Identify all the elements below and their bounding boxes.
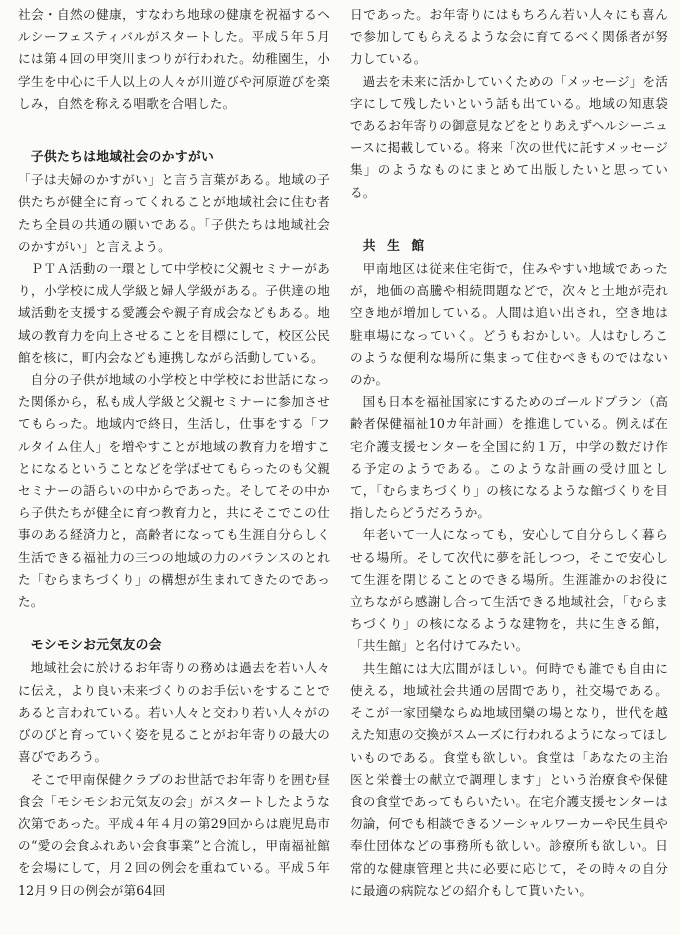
- paragraph-kyoseikan-1: 甲南地区は従来住宅街で，住みやすい地域であったが，地価の高騰や相続問題などで，次々と土地が売れ空き地が増加している。人間は追い出され，空き地は駐車場になっていく。どうもおかしい。人はむしろこのような便利な場所に集まって住むべきものではないのか。: [350, 261, 668, 388]
- paragraph-kyoseikan-2: 国も日本を福祉国家にするためのゴールドプラン（高齢者保健福祉10カ年計画）を推進している。例えば在宅介護支援センターを全国に約１万，中学の数だけ作る予定のようである。このような計画の受け皿として，「むらまちづくり」の核になるような館づくりを目指したらどうだろうか。: [350, 394, 668, 521]
- heading-kyoseikan: 共生館: [362, 238, 436, 254]
- heading-kodomo: 子供たちは地域社会のかすがい: [30, 150, 215, 166]
- paragraph-intro: 社会・自然の健康，すなわち地球の健康を祝福するヘルシーフェスティバルがスタートした。平成５年５月には第４回の甲突川まつりが行われた。幼稚園生，小学生を中心に千人以上の人々が川遊びや河原遊びを楽しみ，自然を称える唱歌を合唱した。: [18, 7, 330, 111]
- paragraph-continued: 日であった。お年寄りにはもちろん若い人々にも喜んで参加してもらえるような会に育てるべく関係者が努力している。: [350, 7, 668, 67]
- paragraph-message: 過去を未来に活かしていくための「メッセージ」を活字にして残したいという話も出ている。地域の知恵袋であるお年寄りの御意見などをとりあえずヘルシーニュースに掲載している。将来「次の世代に託すメッセージ集」のようなものにまとめて出版したいと思っている。: [350, 73, 668, 200]
- paragraph-kyoseikan-3: 年老いて一人になっても，安心して自分らしく暮らせる場所。そして次代に夢を託しつつ，そこで安心して生涯を閉じることのできる場所。生涯誰かのお役に立ちながら感謝し合って生活できる地域社会，「むらまちづくり」の核になるような建物を，共に生きる館，「共生館」と名付けてみたい。: [350, 527, 668, 654]
- paragraph-kyoseikan-4: 共生館には大広間がほしい。何時でも誰でも自由に使える，地域社会共通の居間であり，社交場である。そこが一家団欒ならぬ地域団欒の場となり，世代を越えた知恵の交換がスムーズに行われるようになってほしいものである。食堂も欲しい。食堂は「あなたの主治医と栄養士の献立で調理します」という治療食や保健食の食堂であってもらいたい。在宅介護支援センターは勿論，何でも相談できるソーシャルワーカーや民生員や奉仕団体などの事務所も欲しい。診療所も欲しい。日常的な健康管理と共に必要に応じて，その時々の自分に最適の病院などの紹介もして貰いたい。: [350, 660, 668, 898]
- paragraph-moshi-1: 地域社会に於けるお年寄りの務めは過去を若い人々に伝え，より良い未来づくりのお手伝いをすることであると言われている。若い人々と交わり若い人々がのびのびと育っていく姿を見ることがお年寄りの最大の喜びであろう。: [18, 660, 330, 765]
- left-column: [18, 4, 330, 902]
- paragraph-kodomo-3: 自分の子供が地域の小学校と中学校にお世話になった関係から，私も成人学級と父親セミナーに参加させてもらった。地域内で終日，生活し，仕事をする「フルタイム住人」を増やすことが地域の教育力を増すことになるということなどを学ばせてもらったのも父親セミナーの語らいの中からであった。そしてその中から子供たちが健全に育つ教育力と，共にそこでこの仕事のある経済力と，高齢者になっても生涯自分らしく生活できる福祉力の三つの地域の力のバランスのとれた「むらまちづくり」の構想が生まれてきたのであった。: [18, 372, 330, 610]
- right-column: [350, 4, 668, 902]
- paragraph-kodomo-1: 「子は夫婦のかすがい」と言う言葉がある。地域の子供たちが健全に育ってくれることが地域社会に住む者たち全員の共通の願いである。「子供たちは地域社会のかすがい」と言えよう。: [18, 172, 330, 254]
- paragraph-kodomo-2: ＰＴＡ活動の一環として中学校に父親セミナーがあり，小学校に成人学級と婦人学級がある。子供達の地域活動を支援する愛護会や親子育成会などもある。地域の教育力を向上させることを目標にして，校区公民館を核に，町内会なども連携しながら活動している。: [18, 261, 330, 365]
- heading-moshimoshi: モシモシお元気友の会: [30, 638, 162, 654]
- paragraph-moshi-2: そこで甲南保健クラブのお世話でお年寄りを囲む昼食会「モシモシお元気友の会」がスタートしたような次第であった。平成４年４月の第29回からは鹿児島市の“愛の会食ふれあい会食事業”と合流し，甲南福祉館を会場にして，月２回の例会を重ねている。平成５年12月９日の例会が第64回: [18, 771, 330, 898]
